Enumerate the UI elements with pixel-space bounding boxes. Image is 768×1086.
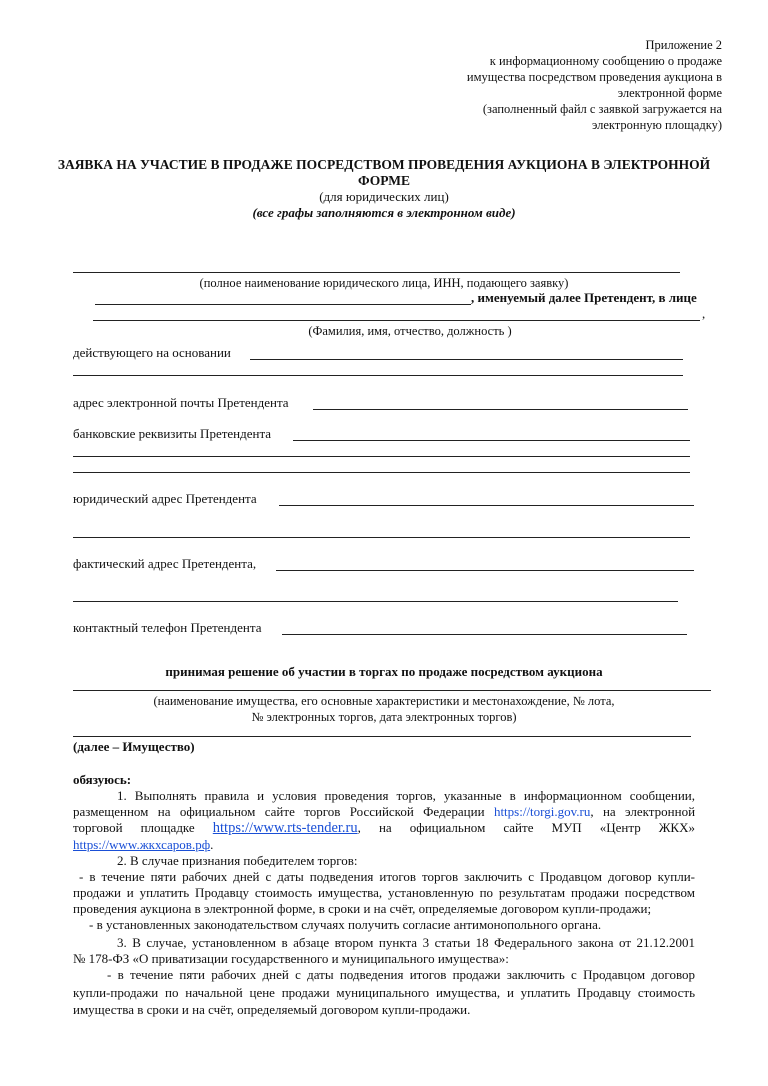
obligation-3-line-2: № 178-ФЗ «О приватизации государственного и муниципального имущества»: <box>73 951 509 966</box>
obligation-1-line-1: 1. Выполнять правила и условия проведения торгов, указанные в информационном сообщении, <box>117 788 695 803</box>
zhkh-link[interactable]: https://www.жкхсаров.рф <box>73 837 211 852</box>
obligation-3-line-1: 3. В случае, установленном в абзаце втором пункта 3 статьи 18 Федерального закона от 21.12.2001 <box>117 935 695 950</box>
obligation-2-line-5: - в установленных законодательством случаях получить согласие антимонопольного органа. <box>89 917 602 932</box>
applicant-name-caption: (полное наименование юридического лица, ИНН, подающего заявку) <box>199 276 569 290</box>
obligations-heading: обязуюсь: <box>73 772 132 787</box>
basis-field[interactable] <box>250 359 683 360</box>
obligation-2-line-4: проведения аукциона в электронной форме, в сроки и на счёт, определяемые договором купли-продажи; <box>73 901 652 916</box>
bank-label: банковские реквизиты Претендента <box>73 426 272 441</box>
property-caption-2: № электронных торгов, дата электронных торгов) <box>251 710 517 724</box>
property-field[interactable] <box>73 690 711 691</box>
obligation-1-text: , на электронной <box>590 804 696 819</box>
fio-caption: (Фамилия, имя, отчество, должность ) <box>308 324 512 338</box>
obligation-1-line-4 <box>73 837 213 853</box>
representative-field[interactable] <box>93 320 700 321</box>
decision-heading: принимая решение об участии в торгах по продаже посредством аукциона <box>165 664 603 679</box>
bank-field-line2[interactable] <box>73 456 690 457</box>
bank-field-line3[interactable] <box>73 472 690 473</box>
rts-tender-link[interactable]: https://www.rts-tender.ru <box>212 820 358 836</box>
obligation-1-text: торговой площадке <box>73 820 195 835</box>
obligation-2-line-2: - в течение пяти рабочих дней с даты подведения итогов торгов заключить с Продавцом договор купли- <box>79 869 695 884</box>
obligation-3-line-4: купли-продажи по начальной цене продажи муниципального имущества, и уплатить Продавцу стоимость <box>73 985 695 1000</box>
obligation-2-line-1: 2. В случае признания победителем торгов: <box>117 853 358 868</box>
obligation-1-line-3 <box>73 820 695 836</box>
actual-address-field[interactable] <box>276 570 694 571</box>
property-field-line2[interactable] <box>73 736 691 737</box>
bank-field[interactable] <box>293 440 690 441</box>
obligation-2-line-3: продажи и уплатить Продавцу стоимость имущества, установленную по результатам продажи посредством <box>73 885 695 900</box>
legal-address-field[interactable] <box>279 505 694 506</box>
comma: , <box>702 306 706 321</box>
legal-address-label: юридический адрес Претендента <box>73 491 257 506</box>
appendix-line: (заполненный файл с заявкой загружается на <box>482 102 722 116</box>
email-field[interactable] <box>313 409 688 410</box>
email-label: адрес электронной почты Претендента <box>73 395 289 410</box>
appendix-block <box>467 37 722 133</box>
appendix-line: Приложение 2 <box>645 38 722 52</box>
document-title: ЗАЯВКА НА УЧАСТИЕ В ПРОДАЖЕ ПОСРЕДСТВОМ ПРОВЕДЕНИЯ АУКЦИОНА В ЭЛЕКТРОННОЙ <box>57 157 711 172</box>
torgi-link[interactable]: https://torgi.gov.ru <box>493 804 591 819</box>
named-as-label: , именуемый далее Претендент, в лице <box>471 290 697 305</box>
actual-address-field-line2[interactable] <box>73 601 678 602</box>
property-caption-1: (наименование имущества, его основные характеристики и местонахождение, № лота, <box>153 694 615 708</box>
phone-label: контактный телефон Претендента <box>73 620 262 635</box>
hereinafter-label: (далее – Имущество) <box>73 739 195 754</box>
obligation-3-line-5: имущества в сроки и на счёт, определяемый договором купли-продажи. <box>73 1002 471 1017</box>
appendix-line: имущества посредством проведения аукциона в <box>466 70 722 84</box>
obligation-1-text: . <box>210 837 214 852</box>
obligation-1-line-2 <box>73 804 695 820</box>
obligation-1-text: размещенном на официальном сайте торгов Российской Федерации <box>73 804 485 819</box>
obligation-1-text: , на официальном сайте МУП «Центр ЖКХ» <box>357 820 695 835</box>
basis-label: действующего на основании <box>73 345 231 360</box>
document-title-cont: ФОРМЕ <box>358 173 410 188</box>
legal-address-field-line2[interactable] <box>73 537 690 538</box>
appendix-line: электронной форме <box>617 86 722 100</box>
appendix-line: электронную площадку) <box>591 118 722 132</box>
appendix-line: к информационному сообщению о продаже <box>489 54 722 68</box>
phone-field[interactable] <box>282 634 687 635</box>
applicant-short-name-field[interactable] <box>95 304 471 305</box>
document-note: (все графы заполняются в электронном виде) <box>252 205 516 220</box>
obligation-3-line-3: - в течение пяти рабочих дней с даты подведения итогов продажи заключить с Продавцом договор <box>107 967 695 982</box>
actual-address-label: фактический адрес Претендента, <box>73 556 257 571</box>
basis-field-line2[interactable] <box>73 375 683 376</box>
applicant-name-field[interactable] <box>73 272 680 273</box>
document-subtitle: (для юридических лиц) <box>319 189 449 204</box>
